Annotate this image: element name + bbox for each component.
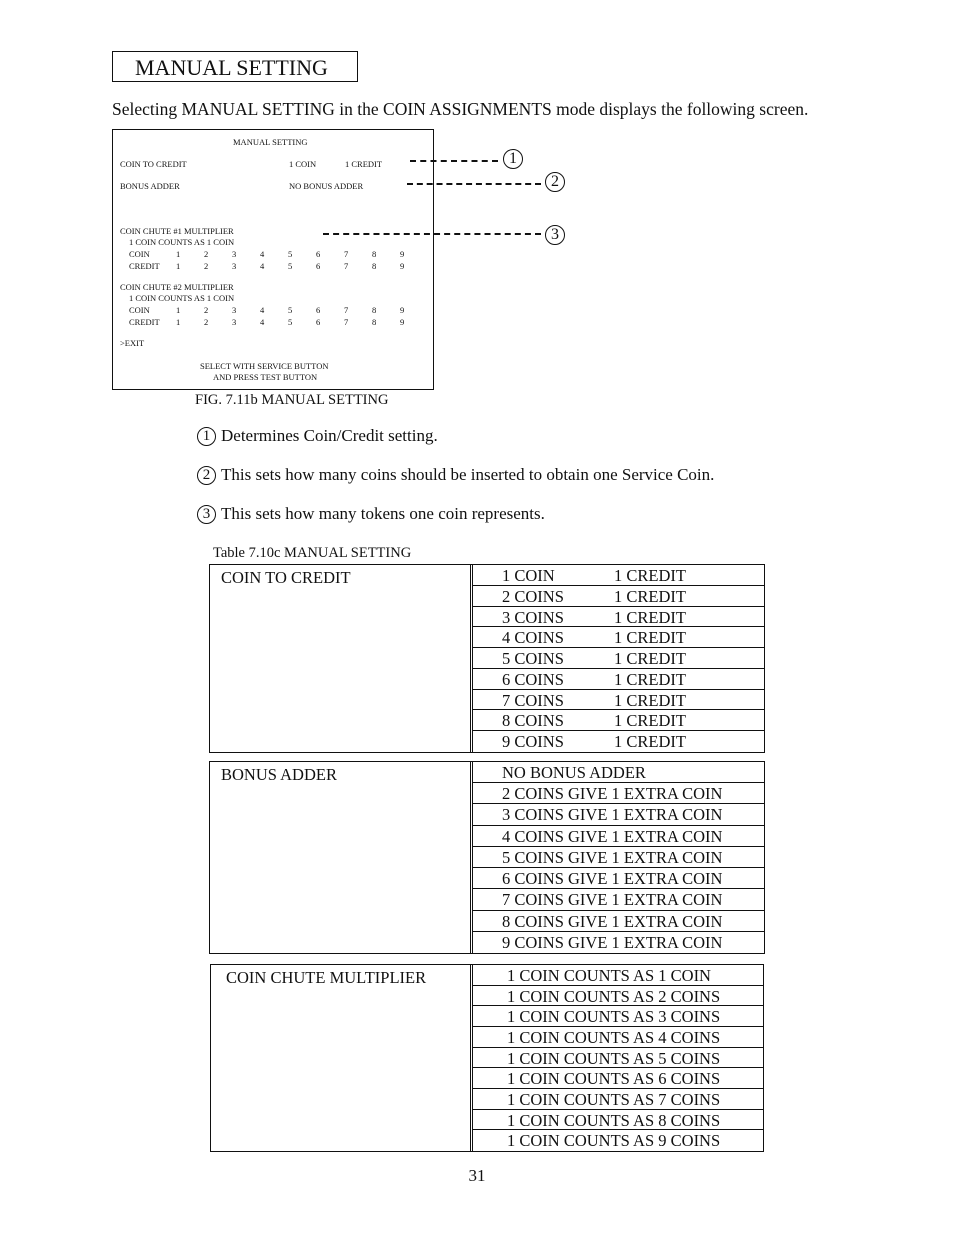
screen-bonus-adder-label: BONUS ADDER — [120, 181, 180, 191]
screen-chute1-credit-label: CREDIT — [129, 261, 160, 271]
coins-cell: 8 COINS — [502, 711, 564, 731]
table-caption: Table 7.10c MANUAL SETTING — [213, 545, 412, 561]
screen-exit: >EXIT — [120, 338, 145, 348]
value-cell: 2 COINS GIVE 1 EXTRA COIN — [502, 784, 723, 804]
table-row — [473, 1027, 763, 1048]
screen-coin-to-credit-credit: 1 CREDIT — [345, 159, 383, 169]
coins-cell: 6 COINS — [502, 669, 564, 689]
credit-cell: 1 CREDIT — [614, 566, 686, 585]
callout-3: 3 — [545, 225, 565, 245]
screen-title: MANUAL SETTING — [233, 137, 308, 147]
value-cell: 1 COIN COUNTS AS 5 COINS — [507, 1048, 721, 1068]
table-row — [473, 1048, 763, 1069]
table-row — [473, 932, 764, 953]
table-row — [473, 804, 764, 825]
screen-chute2-credit-digit: 2 — [204, 317, 209, 327]
table-row — [473, 731, 764, 752]
credit-cell: 1 CREDIT — [614, 732, 686, 752]
screen-chute2-credit-label: CREDIT — [129, 317, 160, 327]
note-number: 2 — [197, 466, 216, 485]
credit-cell: 1 CREDIT — [614, 649, 686, 669]
value-cell: 1 COIN COUNTS AS 3 COINS — [507, 1007, 721, 1027]
value-cell: 9 COINS GIVE 1 EXTRA COIN — [502, 932, 723, 952]
screen-footer-2: AND PRESS TEST BUTTON — [213, 372, 318, 382]
table-row — [473, 627, 764, 648]
value-cell: 1 COIN COUNTS AS 7 COINS — [507, 1089, 721, 1109]
value-cell: NO BONUS ADDER — [502, 763, 646, 782]
screen-chute2-title: COIN CHUTE #2 MULTIPLIER — [120, 282, 234, 292]
value-cell: 4 COINS GIVE 1 EXTRA COIN — [502, 826, 723, 846]
screen-chute2-coin-digit: 3 — [232, 305, 237, 315]
table-row — [473, 565, 764, 586]
screen-chute1-sub: 1 COIN COUNTS AS 1 COIN — [129, 237, 235, 247]
manual-setting-screen — [112, 129, 434, 390]
table-row — [473, 690, 764, 711]
screen-chute1-title: COIN CHUTE #1 MULTIPLIER — [120, 226, 234, 236]
screen-chute1-credit-digit: 6 — [316, 261, 321, 271]
screen-footer-1: SELECT WITH SERVICE BUTTON — [200, 361, 329, 371]
screen-chute1-credit-digit: 4 — [260, 261, 265, 271]
credit-cell: 1 CREDIT — [614, 669, 686, 689]
screen-chute2-coin-digit: 7 — [344, 305, 349, 315]
screen-chute2-credit-digit: 3 — [232, 317, 237, 327]
screen-chute1-credit-digit: 8 — [372, 261, 377, 271]
value-cell: 1 COIN COUNTS AS 6 COINS — [507, 1069, 721, 1089]
screen-chute1-coin-label: COIN — [129, 249, 150, 259]
screen-chute2-coin-digit: 8 — [372, 305, 377, 315]
value-cell: 1 COIN COUNTS AS 8 COINS — [507, 1110, 721, 1130]
table-row — [473, 889, 764, 910]
coins-cell: 1 COIN — [502, 566, 555, 585]
table-row — [473, 762, 764, 783]
value-cell: 1 COIN COUNTS AS 9 COINS — [507, 1131, 721, 1151]
screen-chute1-credit-digit: 2 — [204, 261, 209, 271]
table-row — [473, 710, 764, 731]
figure-caption: FIG. 7.11b MANUAL SETTING — [195, 392, 389, 408]
coins-cell: 9 COINS — [502, 732, 564, 752]
section-heading: MANUAL SETTING — [112, 51, 358, 82]
table-label: BONUS ADDER — [221, 765, 337, 784]
screen-chute1-credit-digit: 7 — [344, 261, 349, 271]
credit-cell: 1 CREDIT — [614, 628, 686, 648]
screen-chute2-credit-digit: 9 — [400, 317, 405, 327]
value-cell: 5 COINS GIVE 1 EXTRA COIN — [502, 847, 723, 867]
value-cell: 8 COINS GIVE 1 EXTRA COIN — [502, 911, 723, 931]
table-row — [473, 1089, 763, 1110]
callout-line-1 — [410, 160, 498, 162]
table-row — [473, 1130, 763, 1151]
table-row — [473, 911, 764, 932]
screen-chute2-sub: 1 COIN COUNTS AS 1 COIN — [129, 293, 235, 303]
table-rows — [473, 762, 764, 953]
intro-paragraph: Selecting MANUAL SETTING in the COIN ASSIGNMENTS mode displays the following screen. — [112, 99, 809, 119]
screen-chute1-credit-digit: 1 — [176, 261, 181, 271]
note-2 — [197, 465, 714, 485]
note-3 — [197, 504, 545, 524]
value-cell: 6 COINS GIVE 1 EXTRA COIN — [502, 869, 723, 889]
table-label: COIN TO CREDIT — [221, 568, 351, 587]
screen-chute2-coin-digit: 9 — [400, 305, 405, 315]
table-row — [473, 847, 764, 868]
table-row — [473, 826, 764, 847]
coins-cell: 2 COINS — [502, 586, 564, 606]
screen-coin-to-credit-label: COIN TO CREDIT — [120, 159, 187, 169]
table-row — [473, 986, 763, 1007]
credit-cell: 1 CREDIT — [614, 586, 686, 606]
screen-chute1-credit-digit: 3 — [232, 261, 237, 271]
screen-chute2-coin-digit: 5 — [288, 305, 293, 315]
table-rows — [473, 565, 764, 752]
table-row — [473, 607, 764, 628]
table-row — [473, 1006, 763, 1027]
screen-chute1-coin-digit: 6 — [316, 249, 321, 259]
note-1 — [197, 426, 438, 446]
screen-chute2-coin-digit: 4 — [260, 305, 265, 315]
note-number: 3 — [197, 505, 216, 524]
callout-1: 1 — [503, 149, 523, 169]
screen-chute1-coin-digit: 5 — [288, 249, 293, 259]
credit-cell: 1 CREDIT — [614, 711, 686, 731]
note-text: Determines Coin/Credit setting. — [221, 426, 438, 445]
bonus-adder-table — [209, 761, 765, 954]
screen-chute2-credit-digit: 7 — [344, 317, 349, 327]
coin-chute-multiplier-table — [210, 964, 764, 1152]
table-row — [473, 868, 764, 889]
page-number: 31 — [468, 1166, 486, 1185]
screen-chute2-coin-digit: 1 — [176, 305, 181, 315]
screen-chute1-coin-digit: 1 — [176, 249, 181, 259]
screen-bonus-adder-value: NO BONUS ADDER — [289, 181, 364, 191]
table-row — [473, 1110, 763, 1131]
credit-cell: 1 CREDIT — [614, 690, 686, 710]
callout-line-3 — [323, 233, 541, 235]
screen-chute2-coin-label: COIN — [129, 305, 150, 315]
screen-chute2-credit-digit: 4 — [260, 317, 265, 327]
value-cell: 1 COIN COUNTS AS 2 COINS — [507, 986, 721, 1006]
table-label: COIN CHUTE MULTIPLIER — [226, 968, 427, 987]
table-row — [473, 783, 764, 804]
screen-chute1-coin-digit: 4 — [260, 249, 265, 259]
note-text: This sets how many coins should be inserted to obtain one Service Coin. — [221, 465, 715, 484]
table-row — [473, 669, 764, 690]
screen-coin-to-credit-coin: 1 COIN — [289, 159, 317, 169]
value-cell: 7 COINS GIVE 1 EXTRA COIN — [502, 890, 723, 910]
screen-chute2-credit-digit: 5 — [288, 317, 293, 327]
screen-chute2-coin-digit: 6 — [316, 305, 321, 315]
credit-cell: 1 CREDIT — [614, 607, 686, 627]
value-cell: 1 COIN COUNTS AS 1 COIN — [507, 966, 711, 985]
screen-chute1-credit-digit: 9 — [400, 261, 405, 271]
table-row — [473, 586, 764, 607]
coins-cell: 5 COINS — [502, 649, 564, 669]
note-number: 1 — [197, 427, 216, 446]
coins-cell: 3 COINS — [502, 607, 564, 627]
coin-to-credit-table — [209, 564, 765, 753]
callout-line-2 — [407, 183, 541, 185]
coins-cell: 7 COINS — [502, 690, 564, 710]
screen-chute1-coin-digit: 8 — [372, 249, 377, 259]
screen-chute1-coin-digit: 2 — [204, 249, 209, 259]
screen-chute1-coin-digit: 9 — [400, 249, 405, 259]
table-row — [473, 648, 764, 669]
table-rows — [473, 965, 763, 1151]
table-row — [473, 1068, 763, 1089]
screen-chute2-credit-digit: 1 — [176, 317, 181, 327]
screen-chute1-coin-digit: 7 — [344, 249, 349, 259]
coins-cell: 4 COINS — [502, 628, 564, 648]
table-row — [473, 965, 763, 986]
note-text: This sets how many tokens one coin represents. — [221, 504, 545, 523]
screen-chute1-credit-digit: 5 — [288, 261, 293, 271]
screen-chute2-credit-digit: 8 — [372, 317, 377, 327]
value-cell: 3 COINS GIVE 1 EXTRA COIN — [502, 805, 723, 825]
callout-2: 2 — [545, 172, 565, 192]
screen-chute2-coin-digit: 2 — [204, 305, 209, 315]
screen-chute2-credit-digit: 6 — [316, 317, 321, 327]
screen-chute1-coin-digit: 3 — [232, 249, 237, 259]
value-cell: 1 COIN COUNTS AS 4 COINS — [507, 1027, 721, 1047]
